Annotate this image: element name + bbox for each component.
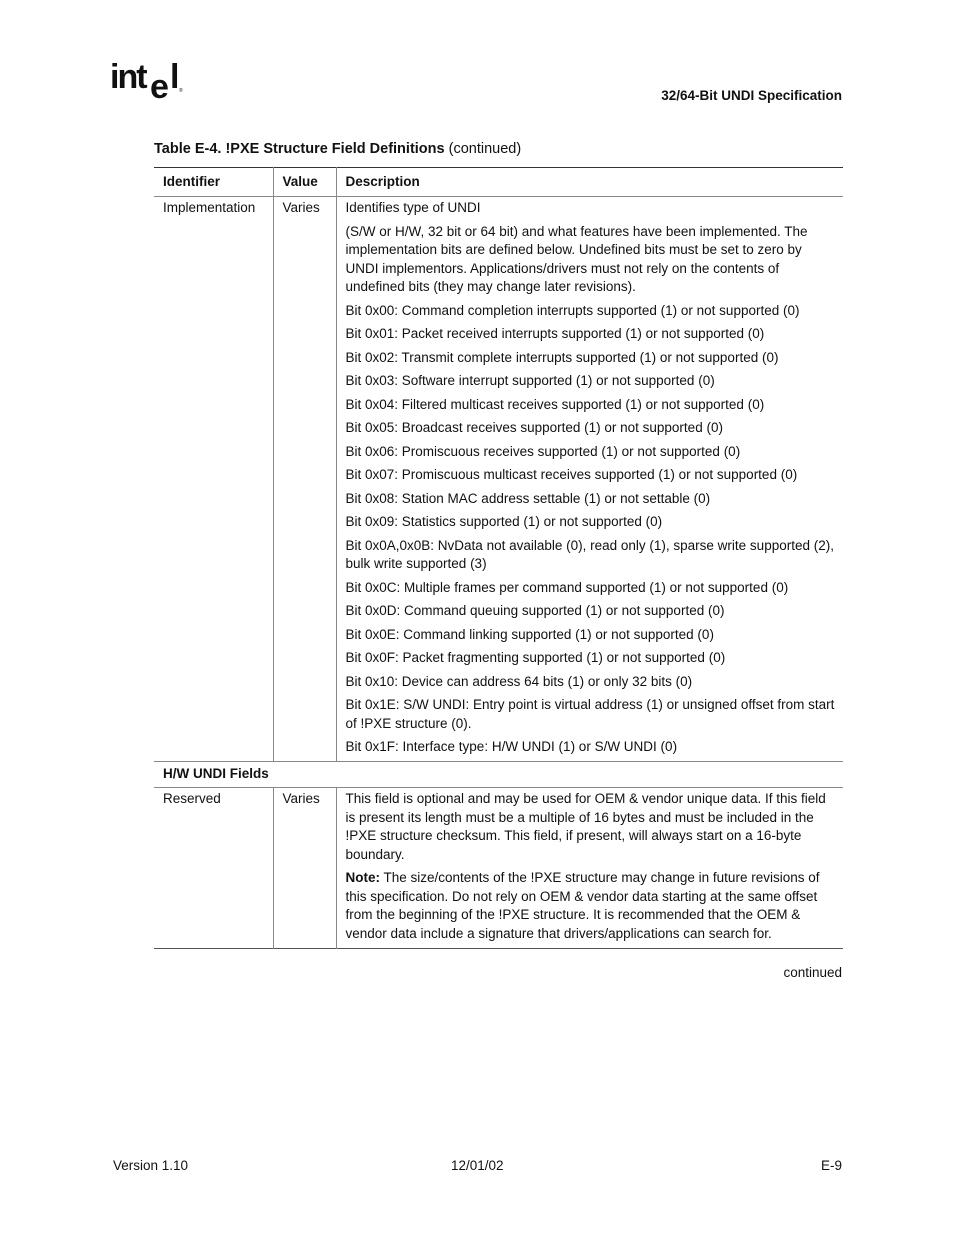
description-line: Bit 0x08: Station MAC address settable (1) or not settable (0) (345, 490, 711, 506)
footer-version: Version 1.10 (113, 1158, 189, 1173)
description-line: Bit 0x1F: Interface type: H/W UNDI (1) or S/W UNDI (0) (345, 739, 678, 754)
description-cell (336, 197, 843, 762)
description-line: Bit 0x0E: Command linking supported (1) or not supported (0) (345, 626, 714, 642)
table-row (154, 788, 843, 949)
svg-text:l: l (170, 58, 180, 96)
svg-text:int: int (110, 58, 146, 96)
description-line: Bit 0x06: Promiscuous receives supported (1) or not supported (0) (345, 443, 741, 459)
description-line: Bit 0x0A,0x0B: NvData not available (0), read only (1), sparse write supported (2), bulk write supported (3) (345, 537, 834, 571)
table-row (154, 197, 843, 762)
note-text: The size/contents of the !PXE structure may change in future revisions of this specification. Do not rely on OEM & vendor data starting at the same offset from the beginning of the !PXE structure. It is recommended that the OEM & vendor data include a signature that drivers/applications can search for. (345, 870, 820, 941)
description-line: Bit 0x03: Software interrupt supported (1) or not supported (0) (345, 373, 715, 388)
table-caption (154, 141, 521, 157)
identifier-cell: Reserved (154, 788, 273, 949)
note-paragraph (346, 869, 836, 943)
description-line: Bit 0x01: Packet received interrupts supported (1) or not supported (0) (345, 326, 765, 341)
document-title: 32/64-Bit UNDI Specification (661, 88, 842, 103)
footer-date: 12/01/02 (451, 1158, 504, 1173)
description-line: Bit 0x07: Promiscuous multicast receives supported (1) or not supported (0) (345, 467, 798, 482)
note-label: Note: (345, 870, 380, 885)
continued-label: continued (783, 965, 842, 980)
description-line: Bit 0x0F: Packet fragmenting supported (1) or not supported (0) (345, 650, 726, 665)
section-label: H/W UNDI Fields (154, 761, 843, 788)
description-line: Bit 0x0D: Command queuing supported (1) or not supported (0) (345, 603, 725, 618)
description-line: Bit 0x1E: S/W UNDI: Entry point is virtual address (1) or unsigned offset from start of !PXE structure (0). (345, 697, 835, 731)
table-caption-suffix: (continued) (448, 141, 522, 157)
value-cell: Varies (273, 788, 336, 949)
value-cell: Varies (273, 197, 336, 762)
table-header-row (154, 168, 843, 197)
column-header-description: Description (345, 174, 420, 189)
description-line: Bit 0x02: Transmit complete interrupts supported (1) or not supported (0) (345, 349, 779, 365)
column-header-value: Value (273, 168, 336, 197)
description-line: Bit 0x10: Device can address 64 bits (1) or only 32 bits (0) (345, 673, 693, 689)
intel-logo (110, 58, 184, 102)
table-caption-title: Table E-4. !PXE Structure Field Definitions (154, 141, 445, 157)
description-line: Bit 0x05: Broadcast receives supported (1) or not supported (0) (345, 420, 723, 435)
identifier-cell: Implementation (154, 197, 273, 762)
svg-text:®: ® (179, 88, 183, 94)
column-header-identifier: Identifier (154, 168, 273, 197)
section-row (154, 761, 843, 788)
description-line: Bit 0x04: Filtered multicast receives supported (1) or not supported (0) (345, 396, 765, 412)
description-line: Bit 0x00: Command completion interrupts supported (1) or not supported (0) (345, 302, 800, 318)
description-line: Bit 0x09: Statistics supported (1) or not supported (0) (345, 514, 663, 529)
footer-page-number: E-9 (820, 1158, 842, 1173)
svg-text:e: e (150, 68, 169, 102)
field-definitions-table (154, 167, 843, 949)
description-line: Bit 0x0C: Multiple frames per command supported (1) or not supported (0) (345, 579, 789, 595)
description-cell (336, 788, 843, 949)
description-line: Identifies type of UNDI (345, 200, 481, 215)
description-line: (S/W or H/W, 32 bit or 64 bit) and what features have been implemented. The implementation bits are defined below. Undefined bits must be set to zero by UNDI implementors. Applications/drivers must not rely on the contents of undefined bits (they may change later revisions). (345, 223, 808, 294)
description-line: This field is optional and may be used for OEM & vendor unique data. If this field is present its length must be a multiple of 16 bytes and must be included in the !PXE structure checksum. This field, if present, will always start on a 16-byte boundary. (345, 791, 826, 862)
